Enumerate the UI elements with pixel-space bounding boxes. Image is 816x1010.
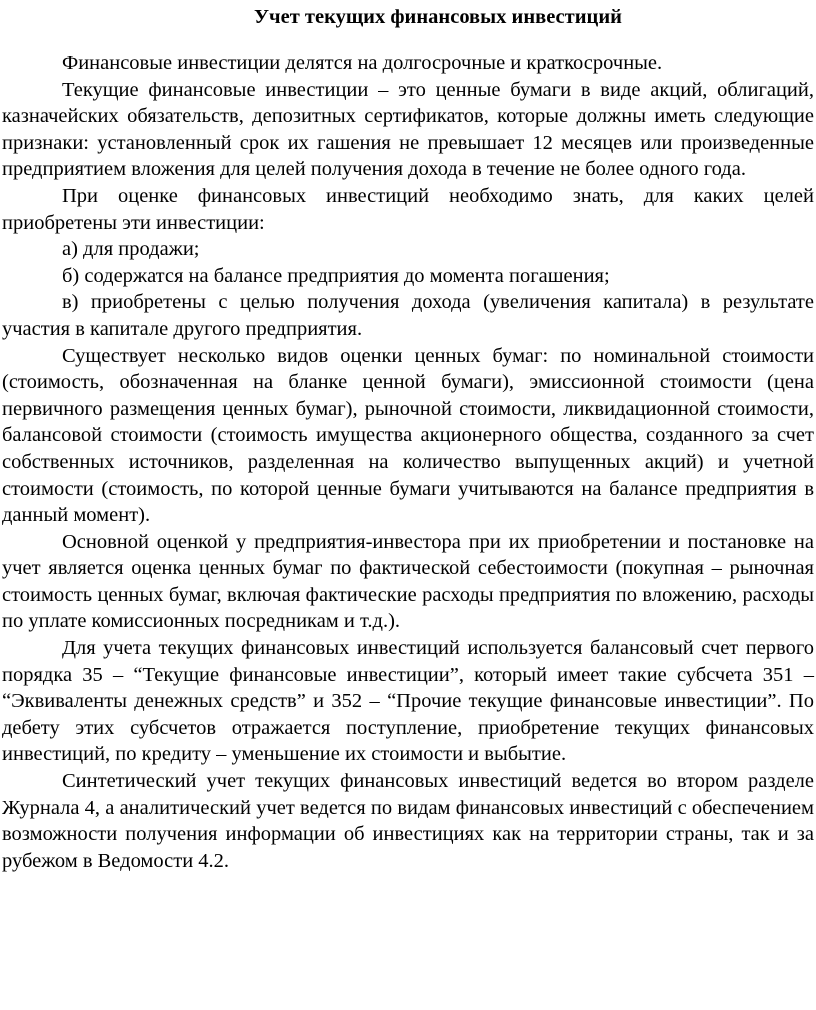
list-item: в) приобретены с целью получения дохода (увеличения капитала) в результате участия в капитале другого предприятия. — [2, 291, 814, 340]
document-title: Учет текущих финансовых инвестиций — [254, 6, 622, 28]
paragraph: Существует несколько видов оценки ценных бумаг: по номинальной стоимости (стоимость, обозначенная на бланке ценной бумаги), эмиссионной стоимости (цена первичного размещения ценных бумаг), рыночной стоимости, ликвидационной стоимости, балансовой стоимости (стоимость имущества акционерного общества, созданного за счет собственных источников, разделенная на количество выпущенных акций) и учетной стоимости (стоимость, по которой ценные бумаги учитываются на балансе предприятия в данный момент). — [2, 344, 814, 527]
paragraph: Основной оценкой у предприятия-инвестора при их приобретении и постановке на учет является оценка ценных бумаг по фактической себестоимости (покупная – рыночная стоимость ценных бумаг, включая фактические расходы предприятия по вложению, расходы по уплате комиссионных посредникам и т.д.). — [2, 530, 814, 633]
paragraph: При оценке финансовых инвестиций необходимо знать, для каких целей приобретены эти инвестиции: — [2, 184, 814, 234]
document-body — [2, 50, 814, 874]
paragraph: Синтетический учет текущих финансовых инвестиций ведется во втором разделе Журнала 4, а аналитический учет ведется по видам финансовых инвестиций с обеспечением возможности получения информации об инвестициях как на территории страны, так и за рубежом в Ведомости 4.2. — [2, 770, 814, 872]
paragraph: Текущие финансовые инвестиции – это ценные бумаги в виде акций, облигаций, казначейских обязательств, депозитных сертификатов, которые должны иметь следующие признаки: установленный срок их гашения не превышает 12 месяцев или произведенные предприятием вложения для целей получения дохода в течение не более одного года. — [2, 78, 814, 181]
list-item: б) содержатся на балансе предприятия до момента погашения; — [62, 264, 610, 287]
paragraph: Финансовые инвестиции делятся на долгосрочные и краткосрочные. — [62, 52, 663, 74]
paragraph: Для учета текущих финансовых инвестиций используется балансовый счет первого порядка 35 – “Текущие финансовые инвестиции”, который имеет такие субсчета 351 – “Эквиваленты денежных средств” и 352 – “Прочие текущие финансовые инвестиции”. По дебету этих субсчетов отражается поступление, приобретение текущих финансовых инвестиций, по кредиту – уменьшение их стоимости и выбытие. — [2, 637, 814, 766]
list-item: а) для продажи; — [62, 238, 200, 261]
